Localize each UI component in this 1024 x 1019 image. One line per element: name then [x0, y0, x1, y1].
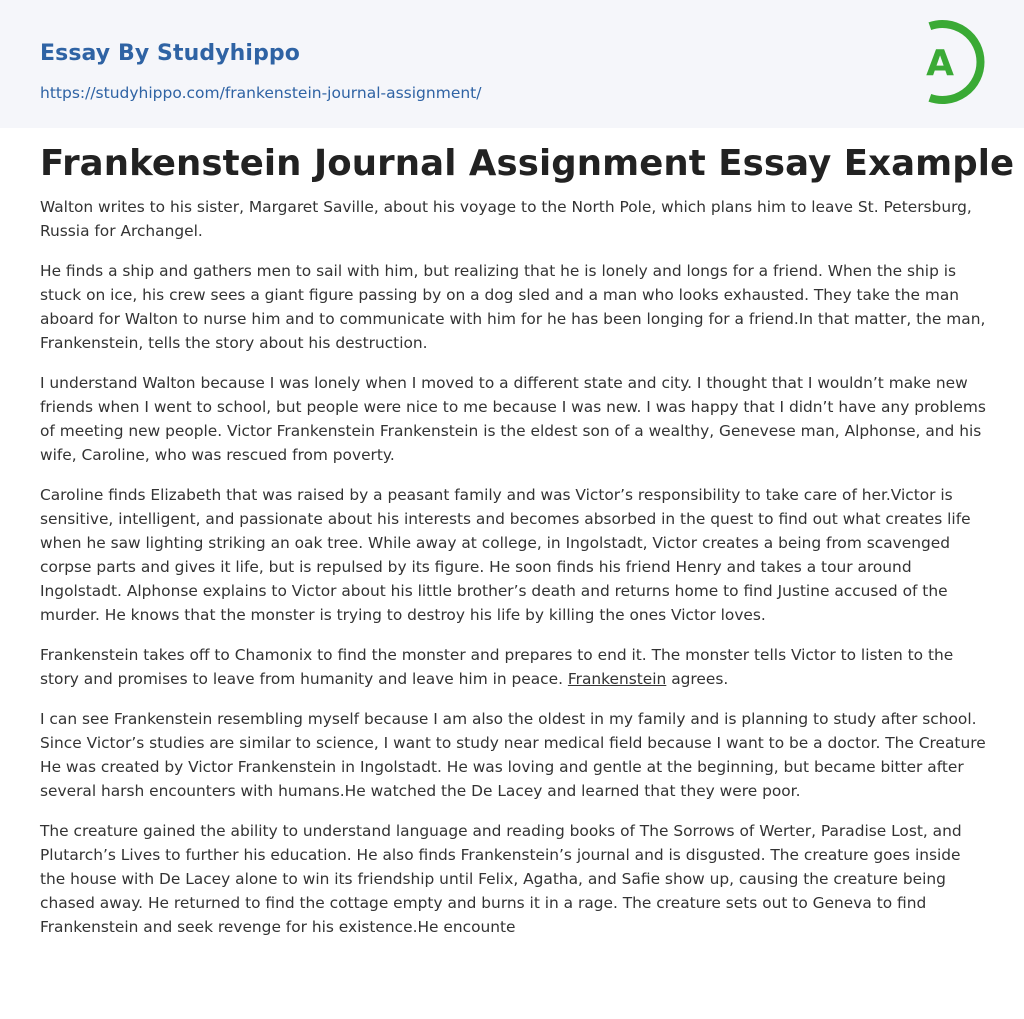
- paragraph-4: Caroline finds Elizabeth that was raised by a peasant family and was Victor’s responsibility to take care of her.Victor is sensitive, intelligent, and passionate about his interests and becomes absorbed in the quest to find out what creates life when he saw lighting striking an oak tree. While away at college, in Ingolstadt, Victor creates a being from scavenged corpse parts and gives it life, but is repulsed by its figure. He soon finds his friend Henry and takes a tour around Ingolstadt. Alphonse explains to Victor about his little brother’s death and returns home to find Justine accused of the murder. He knows that the monster is trying to destroy his life by killing the ones Victor loves.: [40, 486, 971, 624]
- studyhippo-logo-icon[interactable]: [903, 19, 987, 105]
- site-name[interactable]: Essay By Studyhippo: [40, 41, 300, 66]
- paragraph-2: He finds a ship and gathers men to sail with him, but realizing that he is lonely and longs for a friend. When the ship is stuck on ice, his crew sees a giant figure passing by on a dog sled and a man who looks exhausted. They take the man aboard for Walton to nurse him and to communicate with him for he has been longing for a friend.In that matter, the man, Frankenstein, tells the story about his destruction.: [40, 262, 986, 352]
- paragraph-6: I can see Frankenstein resembling myself because I am also the oldest in my family and is planning to study after school. Since Victor’s studies are similar to science, I want to study near medical field because I want to be a doctor. The Creature He was created by Victor Frankenstein in Ingolstadt. He was loving and gentle at the beginning, but became bitter after several harsh encounters with humans.He watched the De Lacey and learned that they were poor.: [40, 710, 986, 800]
- paragraph-5-text-after: agrees.: [666, 670, 729, 688]
- page-title: Frankenstein Journal Assignment Essay Example: [40, 143, 1015, 184]
- site-header: [0, 0, 1024, 128]
- paragraph-1: Walton writes to his sister, Margaret Saville, about his voyage to the North Pole, which plans him to leave St. Petersburg, Russia for Archangel.: [40, 198, 972, 240]
- page-url-link[interactable]: https://studyhippo.com/frankenstein-journal-assignment/: [40, 84, 482, 102]
- frankenstein-link[interactable]: Frankenstein: [567, 670, 667, 688]
- paragraph-5-text-before: Frankenstein takes off to Chamonix to find the monster and prepares to end it. The monster tells Victor to listen to the story and promises to leave from humanity and leave him in peace.: [40, 646, 954, 688]
- article-body: [40, 195, 990, 955]
- paragraph-5: [40, 643, 990, 691]
- paragraph-3: I understand Walton because I was lonely when I moved to a different state and city. I thought that I wouldn’t make new friends when I went to school, but people were nice to me because I was new. I was happy that I didn’t have any problems of meeting new people. Victor Frankenstein Frankenstein is the eldest son of a wealthy, Genevese man, Alphonse, and his wife, Caroline, who was rescued from poverty.: [40, 374, 986, 464]
- logo-letter: A: [926, 43, 954, 84]
- paragraph-7: The creature gained the ability to understand language and reading books of The Sorrows of Werter, Paradise Lost, and Plutarch’s Lives to further his education. He also finds Frankenstein’s journal and is disgusted. The creature goes inside the house with De Lacey alone to win its friendship until Felix, Agatha, and Safie show up, causing the creature being chased away. He returned to find the cottage empty and burns it in a rage. The creature sets out to Geneva to find Frankenstein and seek revenge for his existence.He encounte: [40, 822, 962, 936]
